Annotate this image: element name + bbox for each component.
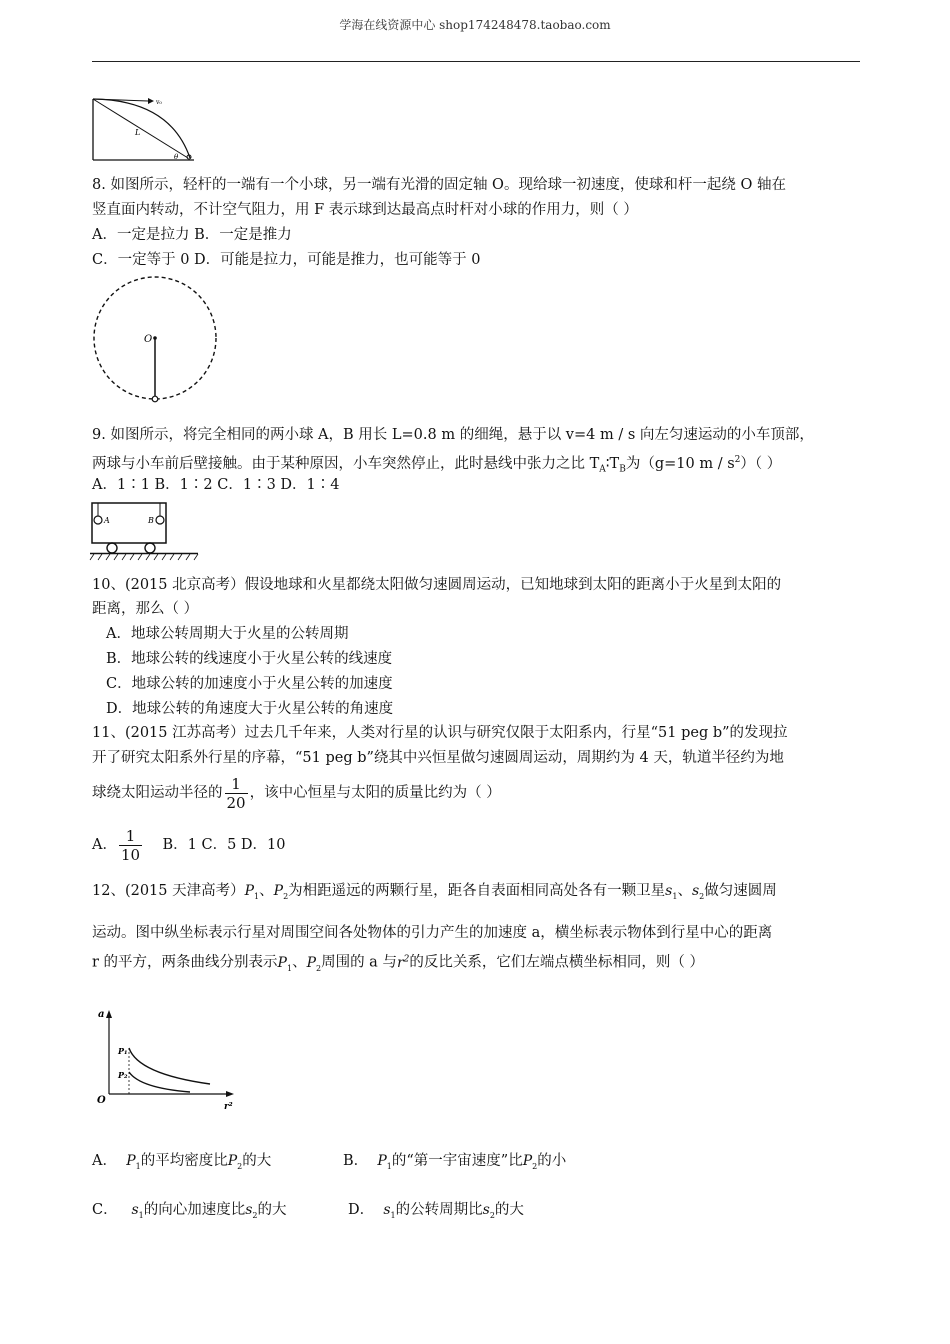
q10-line1: 10、(2015 北京高考）假设地球和火星都绕太阳做匀速圆周运动，已知地球到太阳的距离小于火星到太阳的 — [92, 577, 782, 593]
P1-curve-label: P₁ — [118, 1046, 128, 1056]
origin-label: O — [97, 1095, 106, 1106]
axis-O-label: O — [144, 334, 153, 345]
ball-A-label: A — [104, 516, 110, 525]
q12-line3: r 的平方，两条曲线分别表示$P_1$、$P_2$周围的 a 与$r^2$的反比关系，它们左端点横坐标相同，则（ ） — [92, 954, 704, 973]
q12-line1: 12、(2015 天津高考）$P_1$、$P_2$为相距遥远的两颗行星，距各自表面相同高处各有一颗卫星$s_1$、$s_2$做匀速圆周 — [92, 883, 777, 901]
q12-option-d: D． $s_1$的公转周期比$s_2$的大 — [348, 1202, 524, 1220]
fraction-1-20: $\frac{1}{20}$ — [226, 774, 246, 812]
theta-label: θ — [174, 153, 179, 161]
v0-label: v₀ — [156, 99, 162, 106]
q10-option-b: B．地球公转的线速度小于火星公转的线速度 — [106, 651, 393, 667]
acceleration-graph — [92, 1002, 242, 1114]
q9-options: A．1∶1 B．1∶2 C．1∶3 D．1∶4 — [92, 477, 340, 493]
q10-line2: 距离，那么（ ） — [92, 601, 199, 617]
cart-figure — [88, 500, 200, 562]
q12-option-a: A． $P_1$的平均密度比$P_2$的大 — [92, 1153, 272, 1171]
page-header: 学海在线资源中心 shop174248478.taobao.com — [339, 18, 611, 32]
q11-options: A． $\frac{1}{10}$ B．1 C．5 D．10 — [92, 826, 286, 864]
a-axis-label: a — [98, 1009, 105, 1020]
q8-options-ab: A．一定是拉力 B．一定是推力 — [92, 227, 292, 243]
q12-option-b: B． $P_1$的“第一宇宙速度”比$P_2$的小 — [343, 1153, 567, 1171]
q12-line2: 运动。图中纵坐标表示行星对周围空间各处物体的引力产生的加速度 a，横坐标表示物体到行星中心的距离 — [92, 925, 773, 941]
L-label: L — [135, 128, 141, 137]
q8-options-cd: C．一定等于 0 D．可能是拉力，可能是推力，也可能等于 0 — [92, 252, 481, 268]
header-rule — [92, 61, 860, 62]
q9-line2: 两球与小车前后壁接触。由于某种原因，小车突然停止，此时悬线中张力之比 $T_A∶T_B$为（g=10 m / $s^2$）（ ） — [92, 455, 782, 475]
q10-option-d: D．地球公转的角速度大于火星公转的角速度 — [106, 701, 394, 717]
rod-circle-figure — [88, 276, 222, 406]
ball-B-label: B — [148, 516, 154, 525]
q11-line3: 球绕太阳运动半径的 $\frac{1}{20}$ ，该中心恒星与太阳的质量比约为（ ） — [92, 774, 501, 812]
incline-projectile-figure — [90, 96, 200, 164]
q8-line2: 竖直面内转动，不计空气阻力，用 F 表示球到达最高点时杆对小球的作用力，则（ ） — [92, 202, 638, 218]
q11-line1: 11、(2015 江苏高考）过去几千年来，人类对行星的认识与研究仅限于太阳系内，行星“51 peg b”的发现拉 — [92, 725, 788, 741]
q10-option-c: C．地球公转的加速度小于火星公转的加速度 — [106, 676, 393, 692]
P2-curve-label: P₂ — [118, 1070, 128, 1080]
r2-axis-label: r² — [224, 1102, 233, 1112]
q9-line1: 9. 如图所示，将完全相同的两小球 A，B 用长 L=0.8 m 的细绳，悬于以 v=4 m / s 向左匀速运动的小车顶部， — [92, 427, 814, 443]
q8-line1: 8. 如图所示，轻杆的一端有一个小球，另一端有光滑的固定轴 O。现给球一初速度，使球和杆一起绕 O 轴在 — [92, 177, 787, 193]
q10-option-a: A．地球公转周期大于火星的公转周期 — [106, 626, 349, 642]
fraction-1-10: $\frac{1}{10}$ — [120, 826, 141, 864]
q12-option-c: C． $s_1$的向心加速度比$s_2$的大 — [92, 1202, 287, 1220]
q11-line2: 开了研究太阳系外行星的序幕，“51 peg b”绕其中兴恒星做匀速圆周运动，周期约为 4 天，轨道半径约为地 — [92, 750, 784, 766]
